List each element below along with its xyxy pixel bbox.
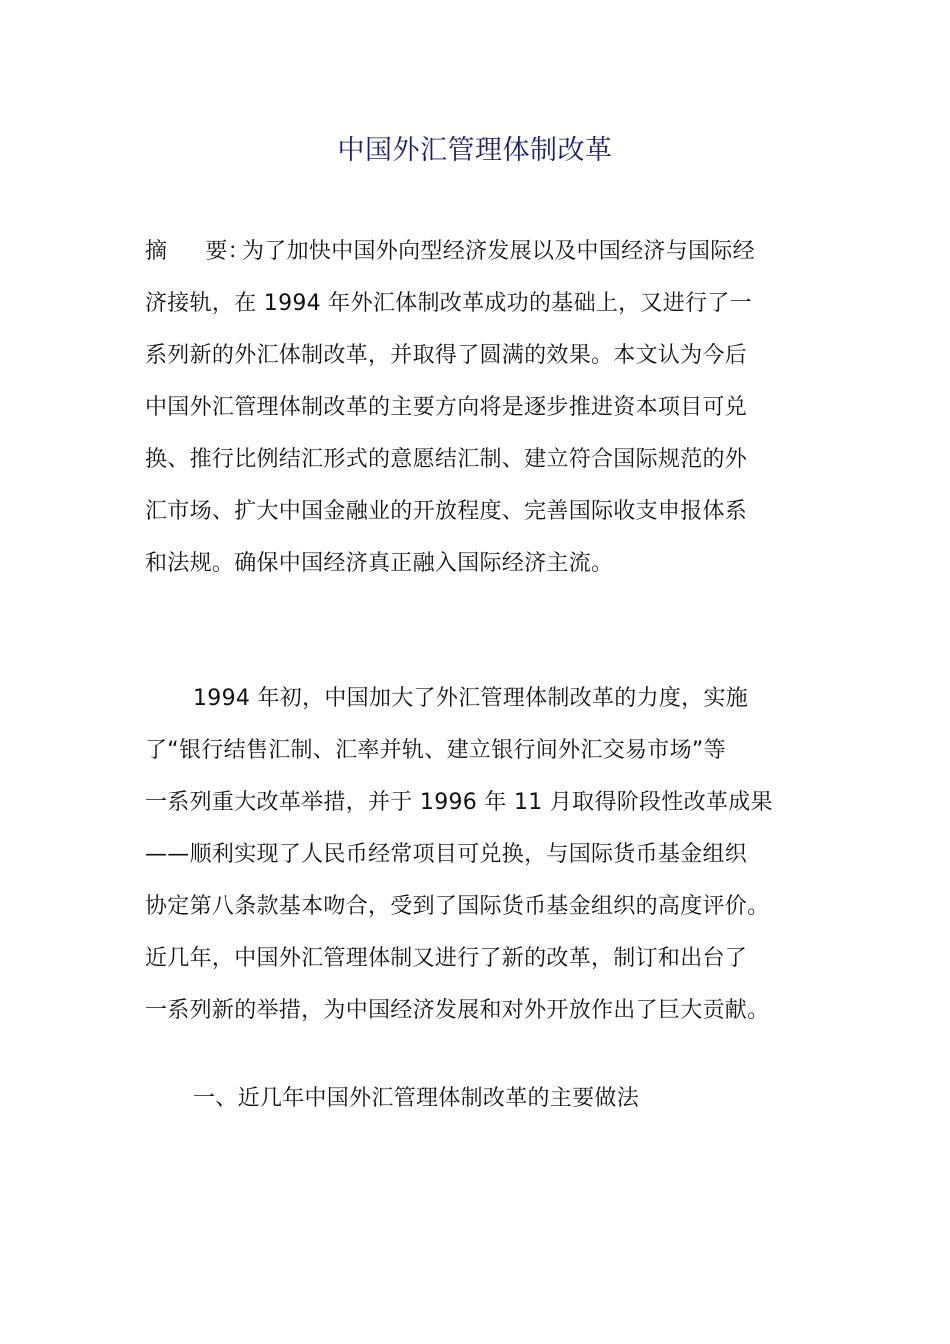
abstract: [145, 226, 810, 590]
abstract-line: 中国外汇管理体制改革的主要方向将是逐步推进资本项目可兑: [145, 395, 748, 420]
document-title: 中国外汇管理体制改革: [337, 135, 613, 166]
section-heading-block: [145, 1073, 810, 1125]
paragraph-line: ——顺利实现了人民币经常项目可兑换，与国际货币基金组织: [145, 842, 748, 867]
abstract-text: 为了加快中国外向型经济发展以及中国经济与国际经: [242, 239, 755, 264]
abstract-label-part: 要：: [205, 239, 250, 264]
paragraph-line: 1994 年初，中国加大了外汇管理体制改革的力度，实施: [193, 686, 749, 711]
paragraph-line: 了“银行结售汇制、汇率并轨、建立银行间外汇交易市场”等: [145, 738, 726, 763]
abstract-line: 济接轨，在 1994 年外汇体制改革成功的基础上，又进行了一: [145, 291, 752, 316]
abstract-label-part: 摘: [145, 239, 168, 264]
abstract-line: 换、推行比例结汇形式的意愿结汇制、建立符合国际规范的外: [145, 447, 748, 472]
paragraph-line: 近几年，中国外汇管理体制又进行了新的改革，制订和出台了: [145, 946, 748, 971]
abstract-line: [145, 226, 810, 278]
abstract-label: [145, 226, 250, 278]
body-paragraph: [145, 673, 810, 1037]
paragraph-line: 一系列重大改革举措，并于 1996 年 11 月取得阶段性改革成果: [145, 790, 773, 815]
abstract-line: 系列新的外汇体制改革，并取得了圆满的效果。本文认为今后: [145, 343, 748, 368]
paragraph-line: 协定第八条款基本吻合，受到了国际货币基金组织的高度评价。: [145, 894, 770, 919]
paragraph-line: 一系列新的举措，为中国经济发展和对外开放作出了巨大贡献。: [145, 998, 770, 1023]
section-heading: 一、近几年中国外汇管理体制改革的主要做法: [193, 1086, 640, 1111]
abstract-line: 和法规。确保中国经济真正融入国际经济主流。: [145, 551, 614, 576]
abstract-line: 汇市场、扩大中国金融业的开放程度、完善国际收支申报体系: [145, 499, 748, 524]
